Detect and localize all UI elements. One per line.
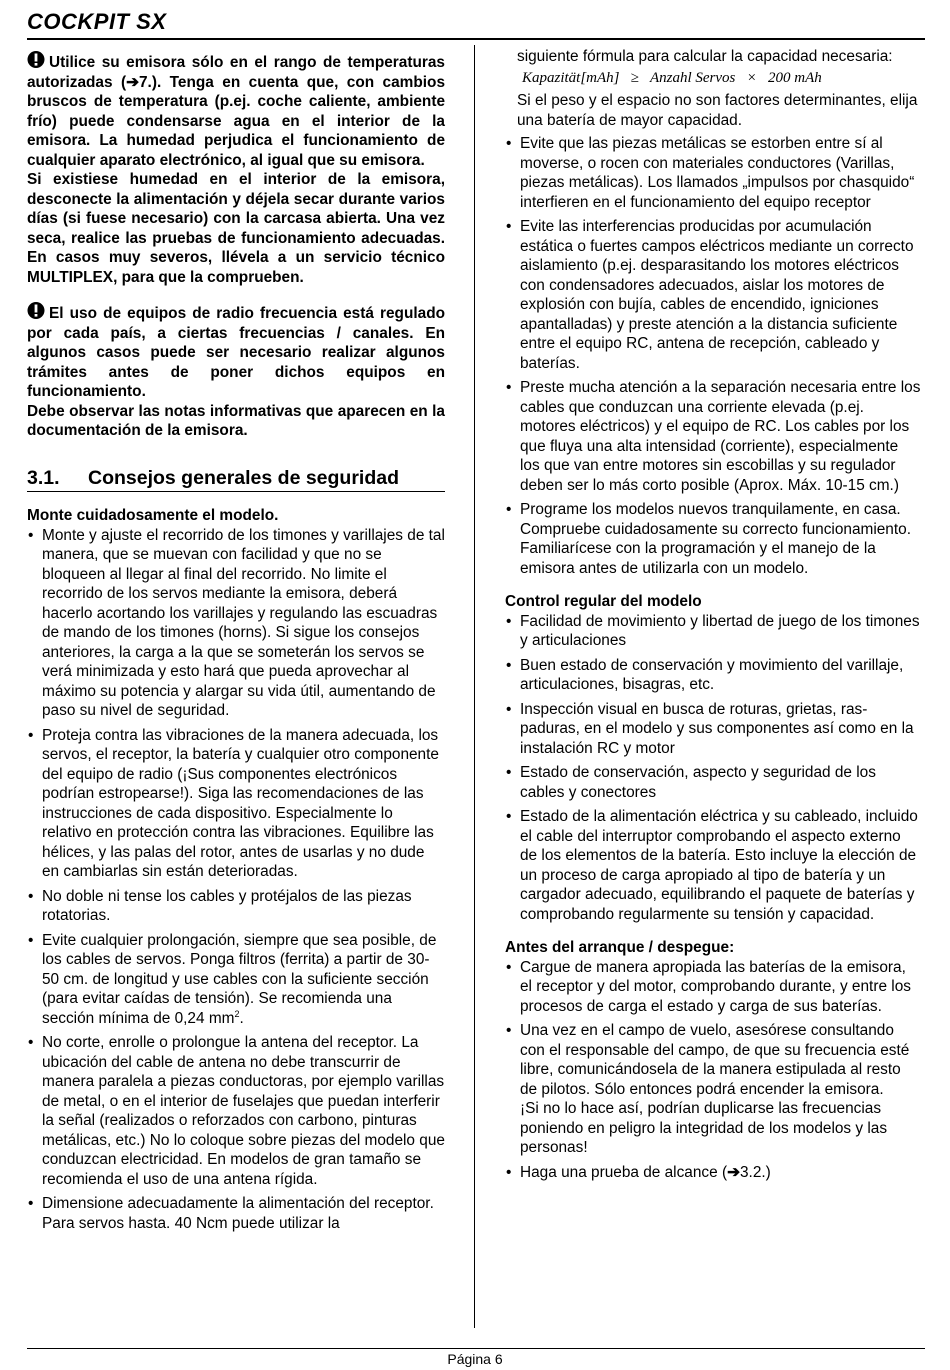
subheading-before-takeoff: Antes del arranque / despegue:	[505, 939, 735, 956]
list-item: • Monte y ajuste el recorrido de los timones y varillajes de tal manera, que se muevan con facilidad y que no se bloqueen al llegar al final del recorrido. No limite el recorrido de los servos mediante la emisora, deberá hacerlo acortando los varillajes y regulando las escuadras de mando de los timones (horns). Si sigue los consejos anteriores, la carga a la que se someterán los servos se verá minimizada y esto hará que pueda aprovechar al máximo su potencia y alargar su vida útil, aumentando de paso su nivel de seguridad.	[27, 526, 445, 721]
list-item-text: .	[239, 1009, 244, 1027]
warning-temperature	[27, 50, 445, 170]
warning-temperature-text-a: Utilice su emisora sólo en el rango de temperaturas autorizadas (	[27, 54, 445, 91]
list-item-text: )	[765, 1163, 771, 1181]
subheading-assembly: Monte cuidadosamente el modelo.	[27, 507, 279, 524]
warning-temperature-ref[interactable]: 7.	[139, 73, 152, 91]
right-column	[505, 47, 921, 1187]
list-item-text: Haga una prueba de alcance (	[520, 1163, 728, 1181]
warning-notes: Debe observar las notas informativas que aparecen en la documentación de la emisora.	[27, 402, 445, 439]
warning-radio-regulation-text: El uso de equipos de radio frecuencia está regulado por cada país, a ciertas frecuencias / canales. En algunos casos puede ser necesario realizar algunos trámites antes de poner dichos equipos en funcionamiento.	[27, 305, 445, 400]
list-item: • Preste mucha atención a la separación necesaria entre los cables que conduzcan una corriente elevada (p.ej. motores eléctricos) y el equipo de RC. Los cables por los que fluya una alta intensidad (corriente), especialmente los que van entre motores sin escobillas y su regulador deben ser lo más corto posible (Aprox. Máx. 10-15 cm.)	[505, 378, 921, 495]
list-item: • Inspección visual en busca de roturas, grietas, raspaduras, en el modelo y sus componentes así como en la instalación RC y motor	[505, 700, 921, 759]
footer-rule	[27, 1348, 925, 1349]
list-item: • No doble ni tense los cables y protéjalos de las piezas rotatorias.	[27, 887, 445, 926]
left-column	[27, 50, 445, 1238]
subheading-regular-check: Control regular del modelo	[505, 593, 702, 610]
continued-text: siguiente fórmula para calcular la capacidad necesaria:	[517, 48, 893, 65]
list-item-text: Evite cualquier prolongación, siempre que sea posible, de los cables de servos. Ponga filtros (ferrita) a partir de 30-50 cm. de longitud y use cables con la suficiente sección (para evitar caídas de tensión). Se recomienda una sección mínima de 0,24 mm	[42, 931, 437, 1027]
header-rule	[27, 38, 925, 40]
list-item	[505, 1163, 921, 1183]
warning-icon	[27, 301, 45, 320]
document-title: COCKPIT SX	[27, 9, 167, 34]
warning-icon	[27, 50, 45, 69]
warning-humidity: Si existiese humedad en el interior de la emisora, desconecte la alimentación y déjela secar durante varios días (si fuese necesario) con la carcasa abierta. Una vez seca, realice las pruebas de funcionamiento adecuadas. En casos muy severos, llévela a un servicio técnico MULTIPLEX, para que la comprueben.	[27, 171, 445, 286]
list-item: • Programe los modelos nuevos tranquilamente, en casa. Compruebe cuidadosamente su correcto funcionamiento. Familiarícese con la programación y el manejo de la emisora antes de utilizarla con un modelo.	[505, 500, 921, 578]
list-item: • Proteja contra las vibraciones de la manera adecuada, los servos, el receptor, la batería y cualquier otro componente del equipo de radio (¡Sus componentes electrónicos podrían estropearse!). Siga las recomendaciones de las instrucciones de cada dispositivo. Especialmente lo relativo en protección contra las vibraciones. Equilibre las hélices, y las palas del rotor, antes de usarlas y no dude en cambiarlas sin están deterioradas.	[27, 726, 445, 882]
warning-temperature-text-b: ). Tenga en cuenta que, con cambios bruscos de temperatura (p.ej. coche caliente, ambiente frío) puede condensarse agua en el interior de la emisora. La humedad perjudica el funcionamiento de cualquier aparato electrónico, al igual que su emisora.	[27, 73, 446, 169]
column-divider	[474, 45, 475, 1328]
list-item: • No corte, enrolle o prolongue la antena del receptor. La ubicación del cable de antena no debe transcurrir de manera paralela a piezas conductoras, por ejemplo varillas de metal, o en el interior de fuselajes que puedan interferir la señal (realizados o reforzados con carbono, pinturas metálicas, etc.) No lo coloque sobre piezas del modelo que conduzcan electricidad. En modelos de gran tamaño se recomienda el uso de una antena rígida.	[27, 1033, 445, 1189]
continued-text-2: Si el peso y el espacio no son factores determinantes, elija una batería de mayor capacidad.	[517, 92, 918, 129]
capacity-formula: Kapazität[mAh] ≥ Anzahl Servos × 200 mAh	[522, 69, 822, 86]
arrow-icon: ➔	[727, 1163, 740, 1181]
section-title: Consejos generales de seguridad	[88, 466, 400, 489]
page-number: Página 6	[447, 1351, 503, 1367]
warning-radio-regulation	[27, 301, 445, 402]
list-item	[505, 1021, 921, 1158]
list-item: • Evite que las piezas metálicas se estorben entre sí al moverse, o rocen con materiales conductores (Varillas, piezas metálicas). Los llamados „impulsos por chasquido“ interfieren en el funcionamiento del equipo receptor	[505, 134, 921, 212]
section-number: 3.1.	[27, 466, 60, 489]
bullet-list-before-takeoff	[505, 958, 921, 1183]
superscript: 2	[234, 1008, 240, 1019]
list-item: • Evite las interferencias producidas por acumulación estática o fuertes campos eléctricos mediante un correcto aislamiento (p.ej. desparasitando los motores eléctricos con condensadores adecuados, aislar los motores de explosión con bujía, cables de encendido, igniciones apantalladas) y preste atención a la distancia suficiente entre el equipo RC, antena de recepción, cableado y baterías.	[505, 217, 921, 373]
list-item: • Buen estado de conservación y movimiento del varillaje, articulaciones, bisagras, etc.	[505, 656, 921, 695]
list-item	[27, 931, 445, 1029]
list-item: • Facilidad de movimiento y libertad de juego de los timones y articulaciones	[505, 612, 921, 651]
section-heading	[27, 466, 445, 493]
list-item-text: • Una vez en el campo de vuelo, asesórese consultando con el responsable del campo, de que su frecuencia esté libre, comunicándosela de la manera estipulada al resto de pilotos. Sólo entonces podrá encender la emisora.	[520, 1022, 910, 1098]
arrow-icon: ➔	[126, 73, 139, 91]
range-test-ref[interactable]: 3.2.	[739, 1163, 766, 1181]
list-item: • Estado de conservación, aspecto y seguridad de los cables y conectores	[505, 763, 921, 802]
list-item-text: ¡Si no lo hace así, podrían duplicarse las frecuencias poniendo en peligro la integridad de los modelos y las personas!	[520, 1100, 888, 1156]
bullet-list-regular-check	[505, 612, 921, 925]
list-item: • Dimensione adecuadamente la alimentación del receptor. Para servos hasta. 40 Ncm puede utilizar la	[27, 1194, 445, 1233]
list-item: • Estado de la alimentación eléctrica y su cableado, incluido el cable del interruptor comprobando el aspecto externo de los elementos de la batería. Esto incluye la elección de un proceso de carga apropiado al tipo de batería y un cargador adecuado, equilibrando el paquete de baterías y comprobando regularmente su tensión y capacidad.	[505, 807, 921, 924]
bullet-list-interference	[505, 134, 921, 578]
list-item: • Cargue de manera apropiada las baterías de la emisora, el receptor y del motor, comprobando durante, y entre los procesos de carga el estado y carga de sus baterías.	[505, 958, 921, 1017]
bullet-list-assembly	[27, 526, 445, 1234]
